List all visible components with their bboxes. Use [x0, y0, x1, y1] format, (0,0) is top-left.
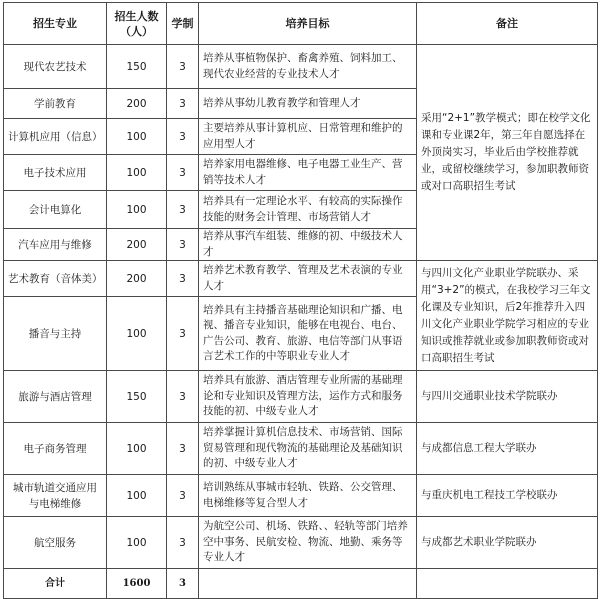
major-cell: 城市轨道交通应用与电梯维修 [4, 475, 107, 517]
major-cell: 艺术教育（音体美） [4, 261, 107, 297]
table-row [4, 475, 598, 517]
goal-cell: 培养具有旅游、酒店管理专业所需的基础理论和专业知识及管理方法，运作方式和服务技能的初、中级专业人才 [199, 371, 417, 423]
total-goal-empty [199, 569, 417, 599]
goal-cell: 培训熟练从事城市轻轨、铁路、公交管理、电梯维修等复合型人才 [199, 475, 417, 517]
major-cell: 电子技术应用 [4, 155, 107, 191]
major-cell: 汽车应用与维修 [4, 229, 107, 261]
header-note: 备注 [417, 3, 598, 45]
total-note-empty [417, 569, 598, 599]
table-row [4, 261, 598, 297]
years-cell: 3 [167, 423, 199, 475]
years-cell: 3 [167, 89, 199, 119]
note-cell-aviation: 与成都艺术职业学院联办 [417, 517, 598, 569]
goal-cell: 培养家用电器维修、电子电器工业生产、营销等技术人才 [199, 155, 417, 191]
major-cell: 计算机应用（信息） [4, 119, 107, 155]
total-years: 3 [167, 569, 199, 599]
quota-cell: 100 [107, 475, 167, 517]
total-row [4, 569, 598, 599]
table-row [4, 45, 598, 89]
header-years: 学制 [167, 3, 199, 45]
quota-cell: 150 [107, 45, 167, 89]
quota-cell: 100 [107, 423, 167, 475]
note-cell-tourism: 与四川交通职业技术学院联办 [417, 371, 598, 423]
years-cell: 3 [167, 371, 199, 423]
years-cell: 3 [167, 297, 199, 371]
header-quota: 招生人数（人） [107, 3, 167, 45]
major-cell: 播音与主持 [4, 297, 107, 371]
years-cell: 3 [167, 45, 199, 89]
enrollment-table [3, 2, 598, 599]
goal-cell: 培养从事植物保护、畜禽养殖、饲料加工、现代农业经营的专业技术人才 [199, 45, 417, 89]
note-cell-rail: 与重庆机电工程技工学校联办 [417, 475, 598, 517]
years-cell: 3 [167, 191, 199, 229]
major-cell: 会计电算化 [4, 191, 107, 229]
goal-cell: 培养具有一定理论水平、有较高的实际操作技能的财务会计管理、市场营销人才 [199, 191, 417, 229]
goal-cell: 培养从事汽车组装、维修的初、中级技术人才 [199, 229, 417, 261]
quota-cell: 100 [107, 517, 167, 569]
goal-cell: 为航空公司、机场、铁路、、轻轨等部门培养空中事务、民航安检、物流、地勤、乘务等专业人才 [199, 517, 417, 569]
major-cell: 电子商务管理 [4, 423, 107, 475]
years-cell: 3 [167, 475, 199, 517]
years-cell: 3 [167, 229, 199, 261]
header-row [4, 3, 598, 45]
years-cell: 3 [167, 261, 199, 297]
quota-cell: 200 [107, 89, 167, 119]
major-cell: 学前教育 [4, 89, 107, 119]
quota-cell: 200 [107, 229, 167, 261]
table-row [4, 517, 598, 569]
years-cell: 3 [167, 119, 199, 155]
goal-cell: 主要培养从事计算机应、日常管理和维护的应用型人才 [199, 119, 417, 155]
goal-cell: 培养艺术教育教学、管理及艺术表演的专业人才 [199, 261, 417, 297]
header-major: 招生专业 [4, 3, 107, 45]
quota-cell: 100 [107, 297, 167, 371]
note-cell-ecommerce: 与成都信息工程大学联办 [417, 423, 598, 475]
quota-cell: 100 [107, 155, 167, 191]
quota-cell: 150 [107, 371, 167, 423]
table-row [4, 371, 598, 423]
note-cell-arts: 与四川文化产业职业学院联办、采用“3+2”的模式，在我校学习三年文化课及专业知识，后2年推荐升入四川文化产业职业学院学习相应的专业知识或推荐就业或参加职教师资或对口高职招生考试 [417, 261, 598, 371]
goal-cell: 培养从事幼儿教育教学和管理人才 [199, 89, 417, 119]
major-cell: 航空服务 [4, 517, 107, 569]
note-cell-group1: 采用“2+1”教学模式；即在校学文化课和专业课2年，第三年自愿选择在外顶岗实习，毕业后由学校推荐就业，或留校继续学习，参加职教师资或对口高职招生考试 [417, 45, 598, 261]
header-goal: 培养目标 [199, 3, 417, 45]
goal-cell: 培养掌握计算机信息技术、市场营销、国际贸易管理和现代物流的基础理论及基础知识的初、中级专业人才 [199, 423, 417, 475]
goal-cell: 培养具有主持播音基础理论知识和广播、电视、播音专业知识，能够在电视台、电台、广告公司、教育、旅游、电信等部门从事语言艺术工作的中等职业专业人才 [199, 297, 417, 371]
quota-cell: 100 [107, 119, 167, 155]
total-quota: 1600 [107, 569, 167, 599]
major-cell: 旅游与酒店管理 [4, 371, 107, 423]
total-label: 合计 [4, 569, 107, 599]
major-cell: 现代农艺技术 [4, 45, 107, 89]
quota-cell: 200 [107, 261, 167, 297]
years-cell: 3 [167, 155, 199, 191]
table-row [4, 423, 598, 475]
quota-cell: 100 [107, 191, 167, 229]
years-cell: 3 [167, 517, 199, 569]
